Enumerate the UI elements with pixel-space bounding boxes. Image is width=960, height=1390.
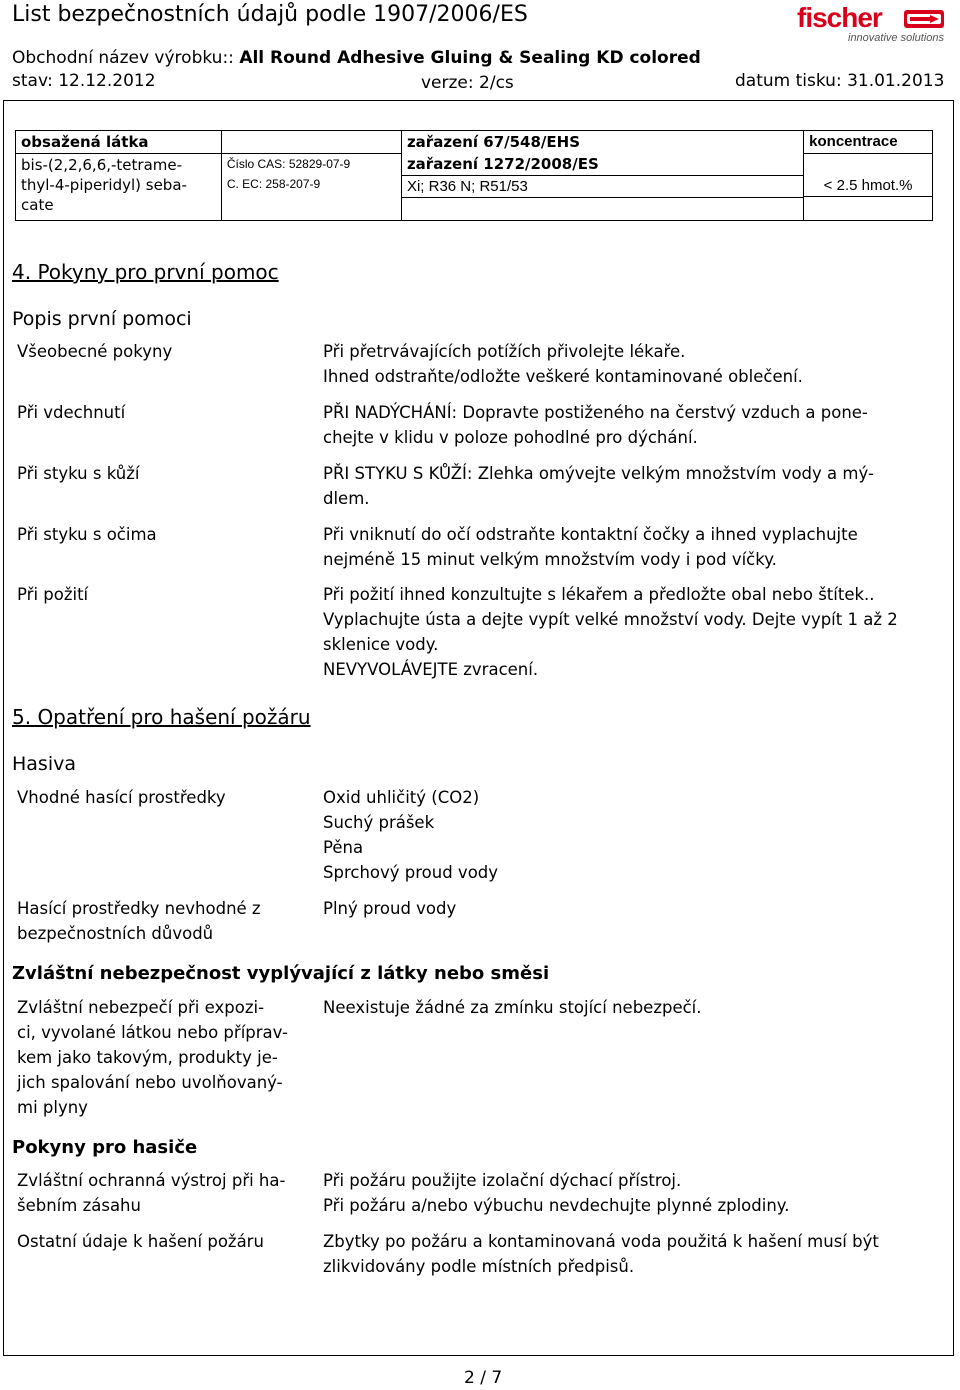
classification-text: Xi; R36 N; R51/53: [402, 177, 803, 198]
value-eyes: Při vniknutí do očí odstraňte kontaktní čočky a ihned vyplachujte nejméně 15 minut velkým množstvím vody i pod víčky.: [323, 525, 858, 569]
col-conc-header: koncentrace: [804, 131, 933, 154]
version: verze: 2/cs: [421, 73, 514, 93]
label-other-info: Ostatní údaje k hašení požáru: [17, 1232, 264, 1251]
ec-number: C. EC: 258-207-9: [226, 177, 321, 191]
section5-title: 5. Opatření pro hašení požáru: [12, 705, 311, 729]
classification-value: [401, 175, 803, 220]
cas-header-cell: [221, 131, 401, 154]
label-general: Všeobecné pokyny: [17, 342, 173, 361]
section4-subtitle: Popis první pomoci: [12, 308, 192, 330]
section4-title: 4. Pokyny pro první pomoc: [12, 260, 279, 284]
col-substance-header: obsažená látka: [16, 131, 222, 154]
substance-name: bis-(2,2,6,6,-tetrame- thyl-4-piperidyl) seba- cate: [16, 154, 222, 221]
value-general: Při přetrvávajících potížích přivolejte lékaře. Ihned odstraňte/odložte veškeré kontaminované oblečení.: [323, 342, 803, 386]
label-special-hazard: [17, 995, 288, 1120]
substance-table: [15, 130, 933, 221]
trade-name: All Round Adhesive Gluing & Sealing KD colored: [239, 48, 701, 68]
label-inhalation: Při vdechnutí: [17, 403, 126, 422]
value-unsuitable-media: Plný proud vody: [323, 899, 457, 918]
col-class1-header: zařazení 67/548/EHS: [401, 131, 803, 154]
col-class2-header: zařazení 1272/2008/ES: [401, 154, 803, 176]
label-unsuitable-media: Hasící prostředky nevhodné z bezpečnostních důvodů: [17, 899, 261, 943]
label-ingestion: Při požití: [17, 585, 89, 604]
trade-name-line: [12, 48, 701, 68]
label-protective-equipment: Zvláštní ochranná výstroj při ha- šebním zásahu: [17, 1171, 286, 1215]
page-number: 2 / 7: [464, 1368, 503, 1388]
label-suitable-media: Vhodné hasící prostředky: [17, 788, 226, 807]
status-date: stav: 12.12.2012: [12, 71, 156, 91]
label-special-hazard-text: Zvláštní nebezpečí při expozi- ci, vyvolané látkou nebo příprav- kem jako takovým, produkty je- jich spalování nebo uvolňovaný- mi plyny: [17, 998, 288, 1117]
value-protective-equipment: Při požáru použijte izolační dýchací přístroj. Při požáru a/nebo výbuchu nevdechujte plynné zplodiny.: [323, 1171, 790, 1215]
cas-number: Číslo CAS: 52829-07-9: [226, 157, 351, 171]
concentration-text: < 2.5 hmot.%: [804, 176, 932, 197]
trade-name-label: Obchodní název výrobku::: [12, 48, 240, 68]
value-suitable-media: Oxid uhličitý (CO2) Suchý prášek Pěna Sprchový proud vody: [323, 788, 499, 882]
hazard-subtitle: Zvláštní nebezpečnost vyplývající z látky nebo směsi: [12, 963, 550, 984]
print-date: datum tisku: 31.01.2013: [735, 71, 945, 91]
conc-empty: [804, 154, 933, 176]
cas-ec-cell: [221, 154, 401, 221]
label-eyes: Při styku s očima: [17, 525, 157, 544]
fischer-logo: fischer: [797, 2, 882, 33]
concentration-value: [804, 175, 933, 220]
label-skin: Při styku s kůží: [17, 464, 140, 483]
logo-tagline: innovative solutions: [848, 32, 945, 44]
firefighters-subtitle: Pokyny pro hasiče: [12, 1137, 198, 1158]
value-inhalation: PŘI NADÝCHÁNÍ: Dopravte postiženého na čerstvý vzduch a pone- chejte v klidu v poloze pohodlné pro dýchání.: [323, 403, 868, 447]
hasiva-subtitle: Hasiva: [12, 753, 76, 775]
document-title: List bezpečnostních údajů podle 1907/2006/ES: [12, 2, 528, 27]
value-special-hazard: Neexistuje žádné za zmínku stojící nebezpečí.: [323, 998, 702, 1017]
value-ingestion: Při požití ihned konzultujte s lékařem a předložte obal nebo štítek.. Vyplachujte ústa a dejte vypít velké množství vody. Dejte vypít 1 až 2 sklenice vody. NEVYVOLÁVEJTE zvracení.: [323, 585, 898, 679]
value-other-info: Zbytky po požáru a kontaminovaná voda použitá k hašení musí být zlikvidovány podle místních předpisů.: [323, 1232, 879, 1276]
logo-badge-icon: [904, 10, 944, 28]
value-skin: PŘI STYKU S KŮŽÍ: Zlehka omývejte velkým množstvím vody a mý- dlem.: [323, 464, 874, 508]
